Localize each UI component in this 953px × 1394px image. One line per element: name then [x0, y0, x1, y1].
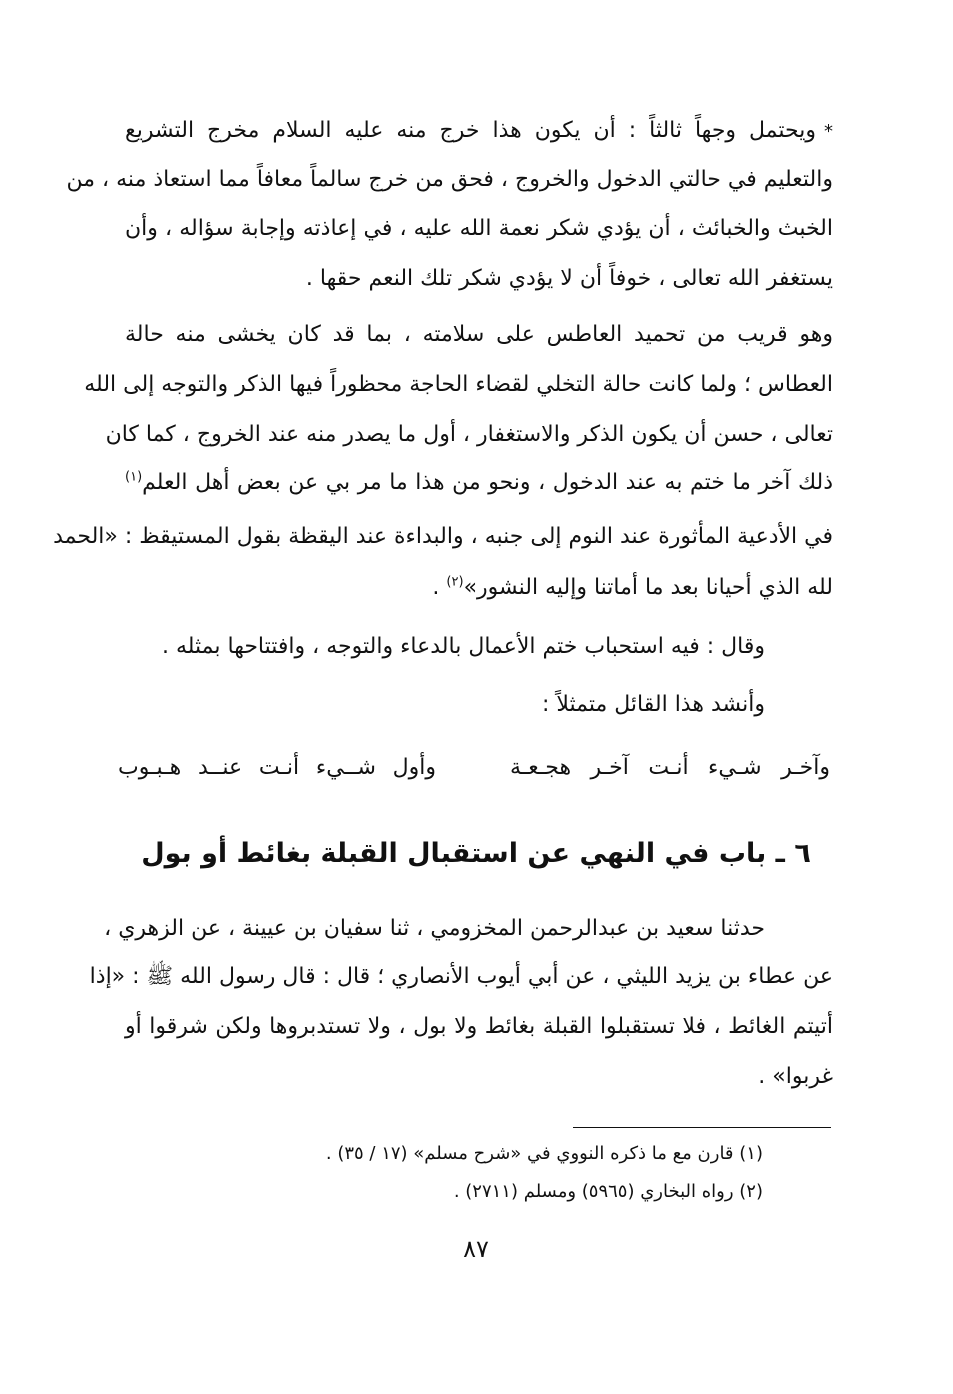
paragraph4: وأنشد هذا القائل متمثلاً : — [541, 692, 765, 717]
hadith-line-2: عن عطاء بن يزيد الليثي ، عن أبي أيوب الأنصاري ؛ قال : قال رسول الله ﷺ : «إذا — [89, 964, 833, 989]
paragraph2-line-6 — [125, 571, 833, 605]
paragraph1-line-4: يستغفر الله تعالى ، خوفاً أن لا يؤدي شكر تلك النعم حقها . — [305, 266, 833, 291]
paragraph2-line-4 — [125, 466, 833, 500]
paragraph2-end-dot: . — [432, 575, 447, 600]
hadith-line-1: حدثنا سعيد بن عبدالرحمن المخزومي ، ثنا سفيان بن عيينة ، عن الزهري ، — [104, 916, 765, 941]
footnote-2: (٢) رواه البخاري (٥٩٦٥) ومسلم (٢٧١١) . — [453, 1181, 763, 1202]
chapter-heading: ٦ ـ باب في النهي عن استقبال القبلة بغائط أو بول — [141, 838, 811, 869]
paragraph2-line-6-text: لله الذي أحيانا بعد ما أماتنا وإليه النشور» — [463, 575, 833, 600]
paragraph2-line-4-text: ذلك آخر ما ختم به عند الدخول ، ونحو من هذا ما مر بي عن بعض أهل العلم — [142, 470, 833, 495]
poetry-verse — [118, 748, 830, 788]
footnote-separator — [573, 1127, 831, 1128]
hadith-line-4: غربوا» . — [758, 1064, 833, 1089]
paragraph2-line-3: تعالى ، حسن أن يكون الذكر والاستغفار ، أول ما يصدر منه عند الخروج ، كما كان — [105, 422, 833, 447]
footnote-ref-1[interactable]: (١) — [125, 469, 143, 485]
verse-first-hemistich: وآخـر شـيء أنـت آخـر هجـعـة — [510, 755, 830, 780]
paragraph3: وقال : فيه استحباب ختم الأعمال بالدعاء والتوجه ، وافتتاحها بمثله . — [161, 634, 765, 659]
paragraph2-line-1: وهو قريب من تحميد العاطس على سلامته ، بما قد كان يخشى منه حالة — [125, 322, 833, 347]
star-bullet-icon: * — [824, 121, 833, 142]
paragraph1-line-3: الخبث والخبائث ، أن يؤدي شكر نعمة الله عليه ، في إعاذته وإجابة سؤاله ، وأن — [125, 216, 833, 241]
verse-second-hemistich: وأول شــيء أنـت عنــد هـبـوب — [118, 755, 436, 780]
paragraph1-line-1-text: ويحتمل وجهاً ثالثاً : أن يكون هذا خرج منه عليه السلام مخرج التشريع — [125, 118, 816, 143]
footnote-ref-2[interactable]: (٢) — [446, 574, 464, 590]
paragraph2-line-2: العطاس ؛ ولما كانت حالة التخلي لقضاء الحاجة محظوراً فيها الذكر والتوجه إلى الله — [84, 372, 833, 397]
paragraph1-line-1 — [125, 114, 833, 149]
paragraph2-line-5: في الأدعية المأثورة عند النوم إلى جنبه ، والبداءة عند اليقظة بقول المستيقظ : «الحمد — [53, 524, 833, 549]
footnote-1: (١) قارن مع ما ذكره النووي في «شرح مسلم» (١٧ / ٣٥) . — [325, 1143, 763, 1164]
paragraph1-line-2: والتعليم في حالتي الدخول والخروج ، فحق من خرج سالماً معافاً مما استعاذ منه ، من — [66, 167, 833, 192]
page-number: ٨٧ — [463, 1235, 489, 1263]
hadith-line-3: أتيتم الغائط ، فلا تستقبلوا القبلة بغائط ولا بول ، ولا تستدبروها ولكن شرقوا أو — [125, 1014, 833, 1039]
